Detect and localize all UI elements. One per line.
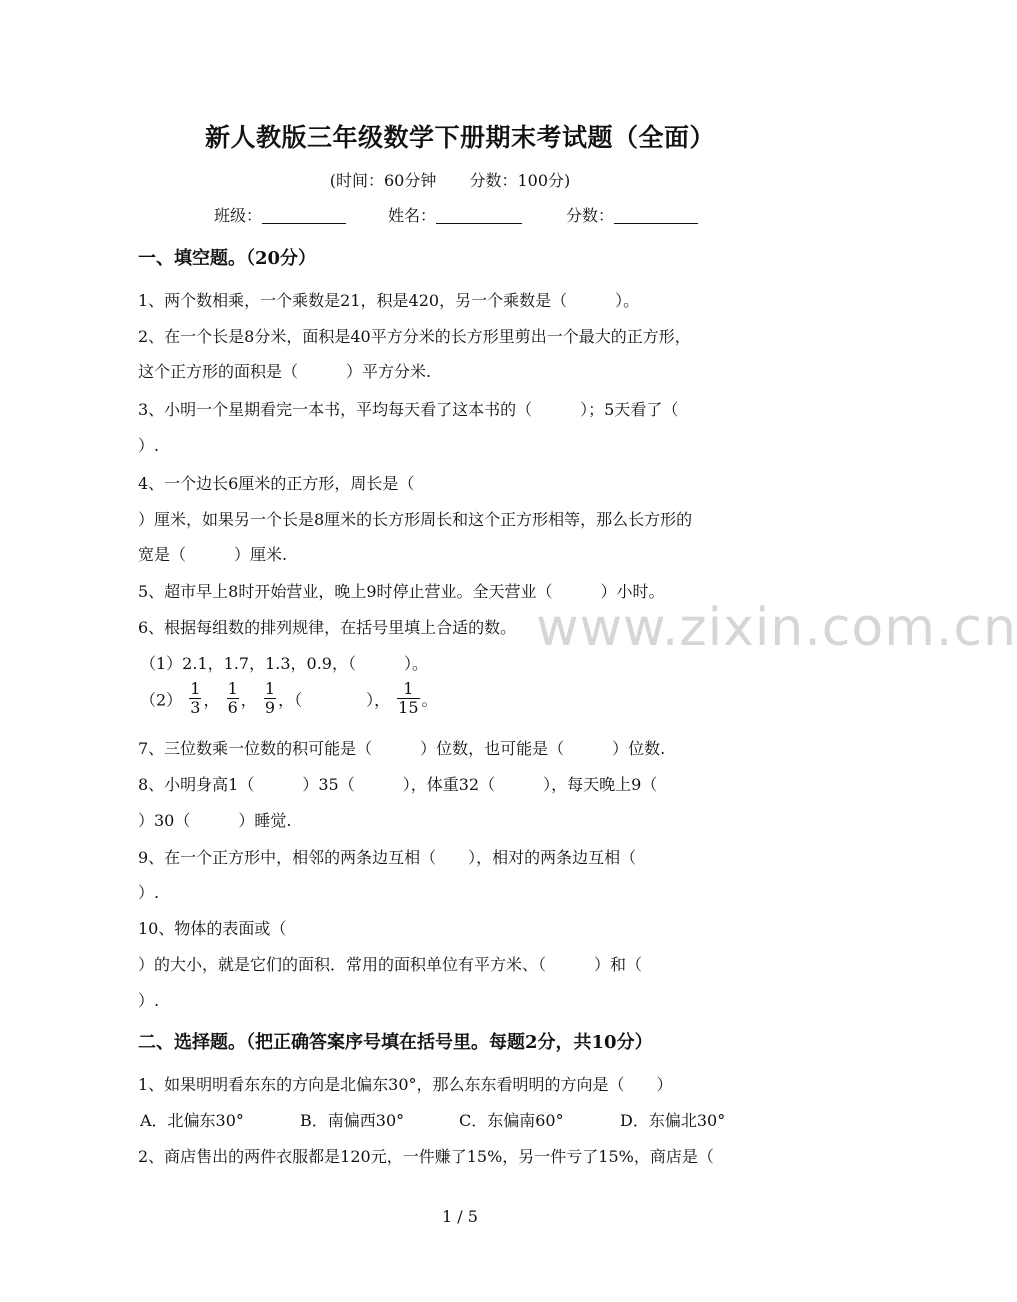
score-field xyxy=(566,203,698,226)
question-line: 10、物体的表面或（ xyxy=(138,919,287,938)
question-line: （1）2.1，1.7，1.3，0.9，（ ）。 xyxy=(140,654,428,673)
option-c[interactable]: C．东偏南60° xyxy=(459,1111,564,1130)
option-a[interactable]: A．北偏东30° xyxy=(140,1111,244,1130)
question-line: ）. xyxy=(138,436,160,455)
name-blank[interactable] xyxy=(436,207,522,224)
section-heading-multiple-choice: 二、选择题。（把正确答案序号填在括号里。每题2分，共10分） xyxy=(138,1032,653,1053)
fraction xyxy=(227,680,239,718)
question-line: ）的大小，就是它们的面积．常用的面积单位有平方米、（ ）和（ xyxy=(138,955,643,974)
question-line: 8、小明身高1（ ）35（ ），体重32（ ），每天晚上9（ xyxy=(138,775,658,794)
question-line: 1、如果明明看东东的方向是北偏东30°，那么东东看明明的方向是（ ） xyxy=(138,1075,673,1094)
question-line: 1、两个数相乘，一个乘数是21，积是420，另一个乘数是（ ）。 xyxy=(138,291,640,310)
class-blank[interactable] xyxy=(262,207,346,224)
fraction-numerator: 1 xyxy=(397,680,419,699)
fraction-denominator: 9 xyxy=(264,698,276,718)
fraction-denominator: 3 xyxy=(190,698,201,718)
question-line: 9、在一个正方形中，相邻的两条边互相（ ），相对的两条边互相（ xyxy=(138,848,637,867)
question-line: 这个正方形的面积是（ ）平方分米. xyxy=(138,362,432,381)
question-line: 宽是（ ）厘米. xyxy=(138,545,288,564)
question-line: 4、一个边长6厘米的正方形，周长是（ xyxy=(138,474,415,493)
name-label: 姓名： xyxy=(388,206,437,225)
question-line: 2、在一个长是8分米，面积是40平方分米的长方形里剪出一个最大的正方形， xyxy=(138,327,691,346)
score-total-text: 分数：100分) xyxy=(469,171,571,190)
question-line: ）厘米，如果另一个长是8厘米的长方形周长和这个正方形相等，那么长方形的 xyxy=(138,510,693,529)
fraction-numerator: 1 xyxy=(190,679,201,698)
page-title: 新人教版三年级数学下册期末考试题（全面） xyxy=(204,123,715,152)
section-heading-fill-in: 一、填空题。（20分） xyxy=(138,248,317,269)
class-label: 班级： xyxy=(214,206,263,225)
fraction-sequence-line: （2） $\frac{1}{3}$ ， $\frac{1}{6}$ ， $\frac{1}{9}$ ，（ ）， $\frac{1}{15}$ 。 xyxy=(140,679,438,718)
page-number: 1 / 5 xyxy=(442,1207,478,1226)
question-line: 3、小明一个星期看完一本书，平均每天看了这本书的（ ）；5天看了（ xyxy=(138,400,679,419)
question-line: ）. xyxy=(138,991,160,1010)
question-line: 5、超市早上8时开始营业，晚上9时停止营业。全天营业（ ）小时。 xyxy=(138,582,665,601)
fraction-seq-prefix: （2） xyxy=(140,690,183,710)
fraction-seq-gap: ，（ ）， xyxy=(278,690,391,710)
fraction-denominator: 6 xyxy=(227,698,238,718)
exam-subtitle xyxy=(0,168,900,191)
score-blank[interactable] xyxy=(614,207,698,224)
fraction-denominator: 15 xyxy=(398,698,419,718)
fraction xyxy=(397,680,419,718)
fraction-numerator: 1 xyxy=(227,679,238,698)
option-d[interactable]: D．东偏北30° xyxy=(620,1111,726,1130)
question-line: 6、根据每组数的排列规律，在括号里填上合适的数。 xyxy=(138,618,517,637)
fraction xyxy=(264,680,276,718)
fraction xyxy=(189,680,201,718)
fraction-numerator: 1 xyxy=(264,679,276,698)
question-line: ）. xyxy=(138,883,160,902)
question-line: 7、三位数乘一位数的积可能是（ ）位数，也可能是（ ）位数. xyxy=(138,739,666,758)
time-text: (时间：60分钟 xyxy=(329,171,437,190)
class-field xyxy=(214,203,346,226)
score-label: 分数： xyxy=(566,206,615,225)
question-line: ）30（ ）睡觉. xyxy=(138,811,292,830)
question-line: 2、商店售出的两件衣服都是120元，一件赚了15%，另一件亏了15%，商店是（ xyxy=(138,1147,714,1166)
fraction-seq-suffix: 。 xyxy=(421,690,438,710)
watermark: www.zixin.com.cn xyxy=(536,598,1017,658)
option-b[interactable]: B．南偏西30° xyxy=(300,1111,405,1130)
name-field xyxy=(388,203,522,226)
